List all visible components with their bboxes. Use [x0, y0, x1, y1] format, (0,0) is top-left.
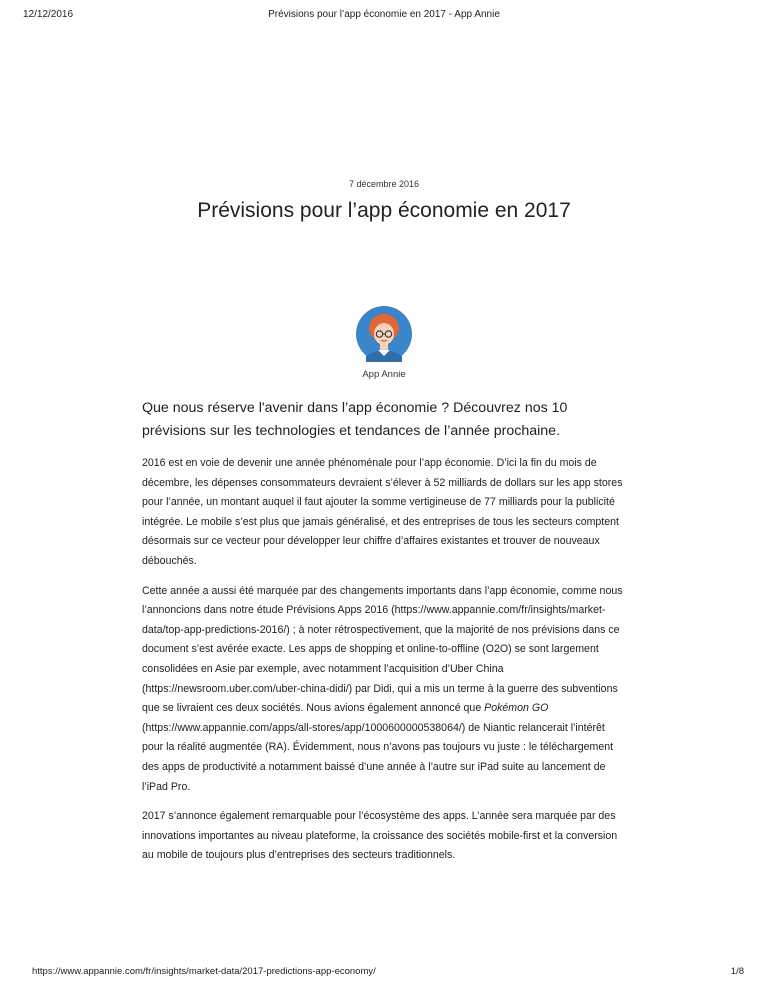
paragraph-2-text-a: Cette année a aussi été marquée par des changements importants dans l’app économie, comme nous l’annoncions dans notre étude Prévisions Apps 2016 (https://www.appannie.com/fr/insights/market-data/top-app-predictions-2016/) ; à noter rétrospectivement, que la majorité de nos prévisions dans ce document s’est avérée exacte. Les apps de shopping et online-to-offline (O2O) se sont largement consolidées en Asie par exemple, avec notamment l’acquisition d’Uber China (https://newsroom.uber.com/uber-china-didi/) par Didi, qui a mis un terme à la guerre des subventions que se livraient ces deux sociétés. Nous avions également annoncé que: [142, 584, 623, 715]
print-date: 12/12/2016: [23, 9, 74, 20]
author-avatar: [356, 306, 412, 362]
print-header: [0, 9, 768, 23]
article-body: [142, 397, 628, 876]
print-footer: [0, 966, 768, 980]
author-name: App Annie: [362, 369, 406, 380]
page-number: 1/8: [730, 966, 744, 977]
article-title: Prévisions pour l’app économie en 2017: [197, 199, 571, 222]
print-doc-title: Prévisions pour l’app économie en 2017 - App Annie: [268, 9, 500, 20]
paragraph-1: 2016 est en voie de devenir une année phénoménale pour l’app économie. D’ici la fin du mois de décembre, les dépenses consommateurs devraient s’élever à 52 milliards de dollars sur les app stores pour l’année, un montant auquel il faut ajouter la somme vertigineuse de 77 milliards pour la publicité intégrée. Le mobile s’est plus que jamais généralisé, et des entreprises de tous les secteurs comptent désormais sur ce vecteur pour développer leur chiffre d’affaires existantes et trouver de nouveaux débouchés.: [142, 457, 623, 567]
paragraph-2-text-b: (https://www.appannie.com/apps/all-stores/app/1000600000538064/) de Niantic relancerait l’intérêt pour la réalité augmentée (RA). Évidemment, nous n’avons pas toujours vu juste : le téléchargement des apps de productivité a notamment baissé d’une année à l’autre sur iPad suite au lancement de l’iPad Pro.: [142, 721, 614, 793]
paragraph-2: [142, 582, 628, 798]
avatar-illustration-icon: [356, 306, 412, 362]
article-date: 7 décembre 2016: [348, 179, 420, 189]
paragraph-3: 2017 s’annonce également remarquable pour l’écosystème des apps. L’année sera marquée par des innovations importantes au niveau plateforme, la croissance des sociétés mobile-first et la conversion au mobile de toujours plus d’entreprises des secteurs traditionnels.: [142, 810, 618, 862]
pokemon-go-title: Pokémon GO: [484, 702, 549, 715]
article-lead: Que nous réserve l'avenir dans l’app économie ? Découvrez nos 10 prévisions sur les technologies et tendances de l’année prochaine.: [142, 400, 568, 439]
page-url: https://www.appannie.com/fr/insights/market-data/2017-predictions-app-economy/: [32, 966, 376, 977]
